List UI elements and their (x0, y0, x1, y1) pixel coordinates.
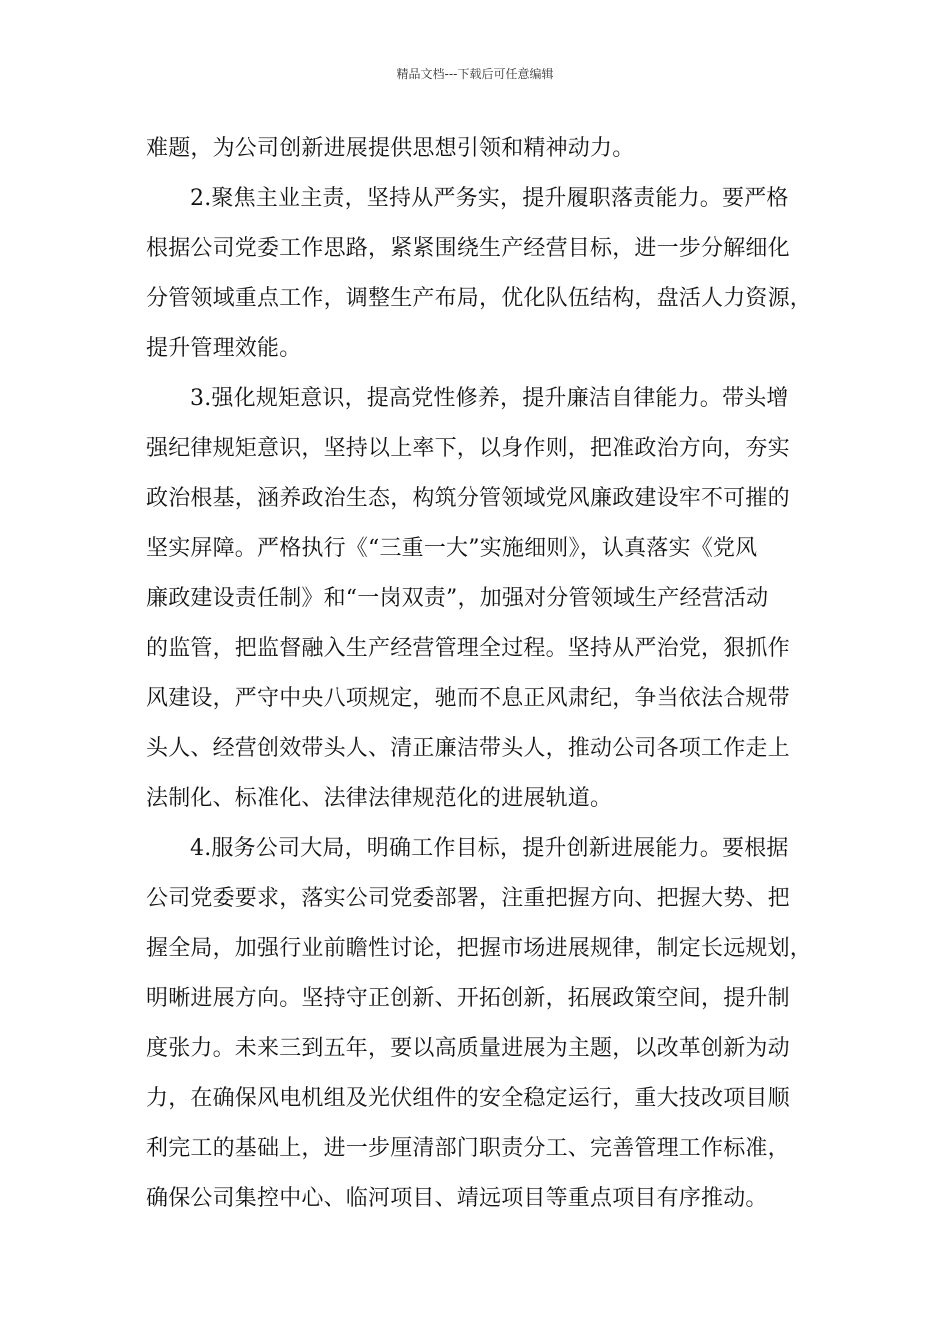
document-body (146, 124, 813, 1224)
paragraph-line: 3.强化规矩意识，提高党性修养，提升廉洁自律能力。带头增 (190, 386, 789, 411)
paragraph-line: 明晰进展方向。坚持守正创新、开拓创新，拓展政策空间，提升制 (146, 986, 790, 1011)
paragraph-line: 头人、经营创效带头人、清正廉洁带头人，推动公司各项工作走上 (146, 736, 790, 761)
paragraph-line: 的监管，把监督融入生产经营管理全过程。坚持从严治党，狠抓作 (146, 636, 790, 661)
paragraph-line: 风建设，严守中央八项规定，驰而不息正风肃纪，争当依法合规带 (146, 686, 790, 711)
paragraph-line: 提升管理效能。 (146, 336, 302, 361)
paragraph-line: 2.聚焦主业主责，坚持从严务实，提升履职落责能力。要严格 (190, 186, 789, 211)
paragraph-line: 4.服务公司大局，明确工作目标，提升创新进展能力。要根据 (190, 836, 789, 861)
paragraph-line: 法制化、标准化、法律法律规范化的进展轨道。 (146, 786, 613, 811)
paragraph-line: 政治根基，涵养政治生态，构筑分管领域党风廉政建设牢不可摧的 (146, 486, 790, 511)
paragraph-line: 坚实屏障。严格执行《“三重一大”实施细则》，认真落实《党风 (146, 536, 758, 561)
paragraph-line: 廉政建设责任制》和“一岗双责”，加强对分管领域生产经营活动 (146, 586, 769, 611)
page-header: 精品文档---下载后可任意编辑 (396, 67, 554, 81)
paragraph-line: 利完工的基础上，进一步厘清部门职责分工、完善管理工作标准， (146, 1136, 790, 1161)
paragraph-line: 握全局，加强行业前瞻性讨论，把握市场进展规律，制定长远规划， (146, 936, 813, 961)
paragraph-line: 力，在确保风电机组及光伏组件的安全稳定运行，重大技改项目顺 (146, 1086, 790, 1111)
paragraph-line: 分管领域重点工作，调整生产布局，优化队伍结构，盘活人力资源， (146, 286, 813, 311)
paragraph-line: 公司党委要求，落实公司党委部署，注重把握方向、把握大势、把 (146, 886, 790, 911)
paragraph-line: 根据公司党委工作思路，紧紧围绕生产经营目标，进一步分解细化 (146, 236, 790, 261)
paragraph-line: 强纪律规矩意识，坚持以上率下，以身作则，把准政治方向，夯实 (146, 436, 790, 461)
paragraph-line: 难题，为公司创新进展提供思想引领和精神动力。 (146, 136, 635, 161)
paragraph-line: 度张力。未来三到五年，要以高质量进展为主题，以改革创新为动 (146, 1036, 790, 1061)
paragraph-line: 确保公司集控中心、临河项目、靖远项目等重点项目有序推动。 (146, 1186, 768, 1211)
